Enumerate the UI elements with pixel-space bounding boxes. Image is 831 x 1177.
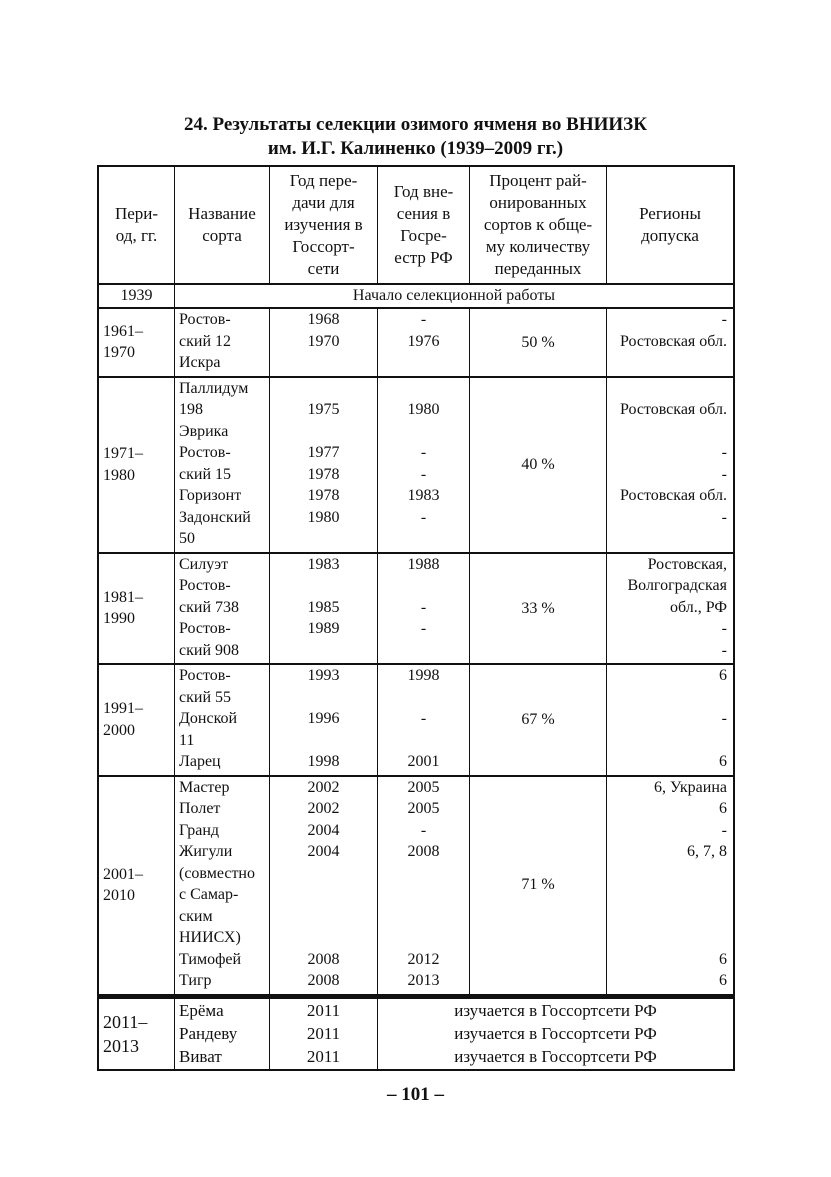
results-table [97, 165, 735, 1071]
period-line: 2010 [103, 887, 135, 904]
header-row [97, 165, 735, 285]
register-year: - [420, 710, 427, 727]
header-period [99, 167, 174, 283]
region: - [721, 444, 727, 461]
region: обл., РФ [670, 598, 727, 616]
variety-name: (совместно [179, 864, 255, 882]
variety-name: 11 [179, 731, 195, 749]
region: - [721, 641, 727, 659]
variety-names-cell [174, 309, 269, 376]
regions-cell [606, 665, 733, 775]
region: Ростовская, [647, 555, 727, 573]
header-line: сения в [396, 204, 451, 223]
variety-names-cell [174, 777, 269, 994]
variety-name: Ростов- [179, 620, 231, 637]
transfer-year: 1978 [307, 487, 340, 504]
register-year-cell [377, 554, 469, 664]
region: 6 [719, 753, 727, 770]
region [607, 687, 727, 709]
period-cell [99, 665, 174, 775]
region: Ростовская обл. [619, 401, 727, 418]
header-text [284, 170, 362, 280]
region [607, 378, 727, 400]
variety-name: Донской [179, 710, 238, 727]
period-line: 2011– [103, 1011, 148, 1032]
period-cell [99, 554, 174, 664]
variety-name: Рандеву [179, 1023, 238, 1043]
transfer-year: 2002 [307, 778, 340, 796]
regions-cell [606, 554, 733, 664]
region: - [721, 508, 727, 526]
header-line: естр РФ [394, 248, 453, 267]
variety-name: НИИСХ) [179, 929, 241, 946]
header-year-transfer [269, 167, 377, 283]
header-line: переданных [494, 259, 582, 278]
variety-name: с Самар- [179, 886, 239, 903]
header-line: Год вне- [393, 182, 454, 201]
region [607, 906, 727, 928]
table-title-line2: им. И.Г. Калиненко (1939–2009 гг.) [267, 138, 564, 159]
register-year: 1998 [407, 667, 440, 684]
region [607, 421, 727, 443]
period-line: 2001– [103, 865, 143, 883]
register-year: 2008 [407, 843, 440, 860]
register-year [378, 640, 469, 662]
register-year: 2012 [407, 950, 440, 968]
variety-name: Задонский [179, 508, 251, 526]
variety-name: ский 908 [179, 641, 239, 659]
period-text [103, 864, 143, 907]
transfer-year: 1970 [307, 332, 340, 350]
header-text [394, 181, 454, 269]
transfer-year: 1980 [307, 508, 340, 526]
region: - [721, 311, 727, 328]
period-line: 2013 [103, 1035, 139, 1056]
region [607, 528, 727, 550]
variety-name: Силуэт [179, 555, 229, 573]
header-line: сорта [202, 226, 242, 245]
transfer-year [270, 730, 377, 752]
variety-name: ский 12 [179, 332, 231, 350]
header-line: дачи для [292, 193, 355, 212]
register-year: - [420, 465, 427, 483]
transfer-year [270, 528, 377, 550]
header-line: Название [188, 204, 256, 223]
transfer-year: 2008 [307, 950, 340, 968]
status-cell [377, 999, 733, 1069]
transfer-year: 2011 [306, 1046, 341, 1066]
regions-cell [606, 378, 733, 552]
variety-name: Ростов- [179, 667, 231, 684]
region [607, 927, 727, 949]
variety-names-cell [174, 378, 269, 552]
register-year-cell [377, 378, 469, 552]
variety-name: Ростов- [179, 311, 231, 328]
region [607, 863, 727, 885]
period-line: 1981– [103, 588, 143, 606]
transfer-year: 2011 [306, 1023, 341, 1043]
regions-cell [606, 777, 733, 994]
variety-name: Ростов- [179, 444, 231, 461]
header-line: сортов к обще- [483, 215, 593, 234]
region: 6, 7, 8 [687, 843, 727, 860]
header-line: изучения в [284, 215, 363, 234]
header-line: од, гг. [115, 226, 158, 245]
transfer-year: 1996 [307, 710, 340, 727]
variety-name: ский 15 [179, 465, 231, 483]
variety-name: Полет [179, 800, 221, 817]
transfer-year: 1978 [307, 465, 340, 483]
percent-cell: 50 % [469, 309, 606, 376]
percent-cell: 67 % [469, 665, 606, 775]
region: 6 [719, 950, 727, 968]
transfer-year: 1983 [307, 555, 340, 573]
transfer-year-cell [269, 665, 377, 775]
transfer-year: 2011 [306, 1000, 341, 1020]
status-text: изучается в Госсортсети РФ [454, 1046, 657, 1066]
transfer-year [270, 927, 377, 949]
register-year-cell [377, 665, 469, 775]
region: - [721, 620, 727, 637]
variety-name: ский 55 [179, 688, 231, 706]
header-line: Год пере- [289, 171, 358, 190]
variety-name: ским [179, 907, 213, 925]
period-cell: 1939 [120, 287, 153, 305]
variety-name: Гранд [179, 821, 220, 839]
period-line: 1961– [103, 322, 143, 340]
variety-name: Тимофей [179, 950, 242, 968]
variety-name: Мастер [179, 778, 230, 796]
transfer-year [270, 863, 377, 885]
header-percent [469, 167, 606, 283]
header-name [174, 167, 269, 283]
header-line: Процент рай- [489, 171, 587, 190]
header-line: му количеству [485, 237, 591, 256]
variety-name: ский 738 [179, 598, 239, 616]
variety-name: Паллидум [179, 379, 249, 397]
region: - [721, 821, 727, 839]
register-year-cell [377, 309, 469, 376]
period-text [103, 698, 143, 741]
register-year: - [420, 444, 427, 461]
header-text [188, 203, 256, 247]
register-year [378, 575, 469, 597]
register-year: 1983 [407, 487, 440, 504]
variety-names-cell [174, 554, 269, 664]
register-year: 2013 [407, 972, 440, 989]
header-line: Госре- [400, 226, 447, 245]
page-number: – 101 – [387, 1084, 444, 1105]
register-year: 1976 [407, 332, 440, 350]
header-line: допуска [641, 226, 699, 245]
region: 6, Украина [653, 778, 727, 796]
transfer-year: 1998 [307, 753, 340, 770]
period-line: 1991– [103, 700, 143, 718]
register-year: 1988 [407, 555, 440, 573]
period-line: 2000 [103, 721, 135, 739]
period-cell [99, 777, 174, 994]
period-text [103, 1010, 147, 1058]
region: Ростовская обл. [619, 487, 727, 504]
status-text: изучается в Госсортсети РФ [454, 1000, 657, 1020]
variety-names-cell [174, 665, 269, 775]
variety-name: Ростов- [179, 577, 231, 594]
table-row [97, 309, 735, 378]
transfer-year [270, 906, 377, 928]
transfer-year-cell [269, 777, 377, 994]
table-row-2011 [97, 996, 735, 1071]
transfer-year [270, 378, 377, 400]
period-line: 1990 [103, 610, 135, 628]
percent-cell: 71 % [469, 777, 606, 994]
register-year [378, 352, 469, 374]
register-year: - [420, 620, 427, 637]
header-line: онированных [489, 193, 587, 212]
transfer-year-cell [269, 554, 377, 664]
register-year: - [420, 598, 427, 616]
region: Волгоградская [627, 577, 727, 594]
transfer-year [270, 640, 377, 662]
variety-name: Жигули [179, 843, 233, 860]
register-year: - [420, 311, 427, 328]
percent-cell: 33 % [469, 554, 606, 664]
variety-name: Тигр [179, 972, 212, 989]
register-year [378, 927, 469, 949]
table-row [97, 554, 735, 666]
register-year [378, 906, 469, 928]
register-year: 2005 [407, 800, 440, 817]
header-text [639, 203, 701, 247]
transfer-year-cell [269, 999, 377, 1069]
period-cell [99, 999, 174, 1069]
region: 6 [719, 800, 727, 817]
transfer-year [270, 575, 377, 597]
region: 6 [719, 667, 727, 684]
period-text [103, 321, 143, 364]
transfer-year: 2008 [307, 972, 340, 989]
register-year: 1980 [407, 401, 440, 418]
table-title-line1: 24. Результаты селекции озимого ячменя во ВНИИЗК [184, 114, 647, 135]
header-text [115, 203, 158, 247]
register-year [378, 863, 469, 885]
status-text: изучается в Госсортсети РФ [454, 1023, 657, 1043]
region: - [721, 710, 727, 727]
register-year [378, 378, 469, 400]
period-cell [99, 378, 174, 552]
register-year: 2005 [407, 778, 440, 796]
variety-name: Горизонт [179, 487, 242, 504]
variety-name: Виват [179, 1046, 222, 1066]
region: Ростовская обл. [619, 332, 727, 350]
transfer-year-cell [269, 378, 377, 552]
register-year-cell [377, 777, 469, 994]
register-year [378, 421, 469, 443]
variety-name: Ерёма [179, 1000, 224, 1020]
percent-cell: 40 % [469, 378, 606, 552]
region: - [721, 465, 727, 483]
header-text [484, 170, 592, 280]
header-line: Госсорт- [292, 237, 355, 256]
table-row [97, 665, 735, 777]
header-regions [606, 167, 733, 283]
row-1939 [97, 285, 735, 309]
transfer-year [270, 687, 377, 709]
register-year [378, 730, 469, 752]
region [607, 352, 727, 374]
region [607, 730, 727, 752]
variety-name: 50 [179, 530, 195, 547]
transfer-year: 2004 [307, 843, 340, 860]
period-line: 1980 [103, 466, 135, 484]
region [607, 884, 727, 906]
transfer-year [270, 884, 377, 906]
variety-name: 198 [179, 401, 203, 418]
transfer-year: 1975 [307, 401, 340, 418]
register-year [378, 528, 469, 550]
period-line: 1971– [103, 445, 143, 462]
period-line: 1970 [103, 344, 135, 362]
period-cell [99, 309, 174, 376]
transfer-year: 1977 [307, 444, 340, 461]
header-year-register [377, 167, 469, 283]
region: 6 [719, 972, 727, 989]
transfer-year: 2004 [307, 821, 340, 839]
header-line: Пери- [114, 204, 159, 223]
register-year: - [420, 508, 427, 526]
variety-names-cell [174, 999, 269, 1069]
variety-name: Искра [179, 354, 221, 371]
transfer-year: 2002 [307, 800, 340, 817]
transfer-year [270, 421, 377, 443]
period-text [103, 443, 143, 486]
transfer-year [270, 352, 377, 374]
transfer-year: 1985 [307, 598, 340, 616]
register-year [378, 884, 469, 906]
register-year [378, 687, 469, 709]
header-line: Регионы [639, 204, 701, 223]
transfer-year-cell [269, 309, 377, 376]
variety-name: Ларец [179, 753, 221, 770]
regions-cell [606, 309, 733, 376]
table-row [97, 378, 735, 554]
variety-name: Эврика [179, 422, 229, 440]
transfer-year: 1989 [307, 620, 340, 637]
header-line: сети [307, 259, 340, 278]
register-year: 2001 [407, 753, 440, 770]
register-year: - [420, 821, 427, 839]
transfer-year: 1993 [307, 667, 340, 684]
table-row [97, 777, 735, 996]
selection-start-cell: Начало селекционной работы [174, 285, 733, 307]
period-text [103, 587, 143, 630]
transfer-year: 1968 [307, 311, 340, 328]
